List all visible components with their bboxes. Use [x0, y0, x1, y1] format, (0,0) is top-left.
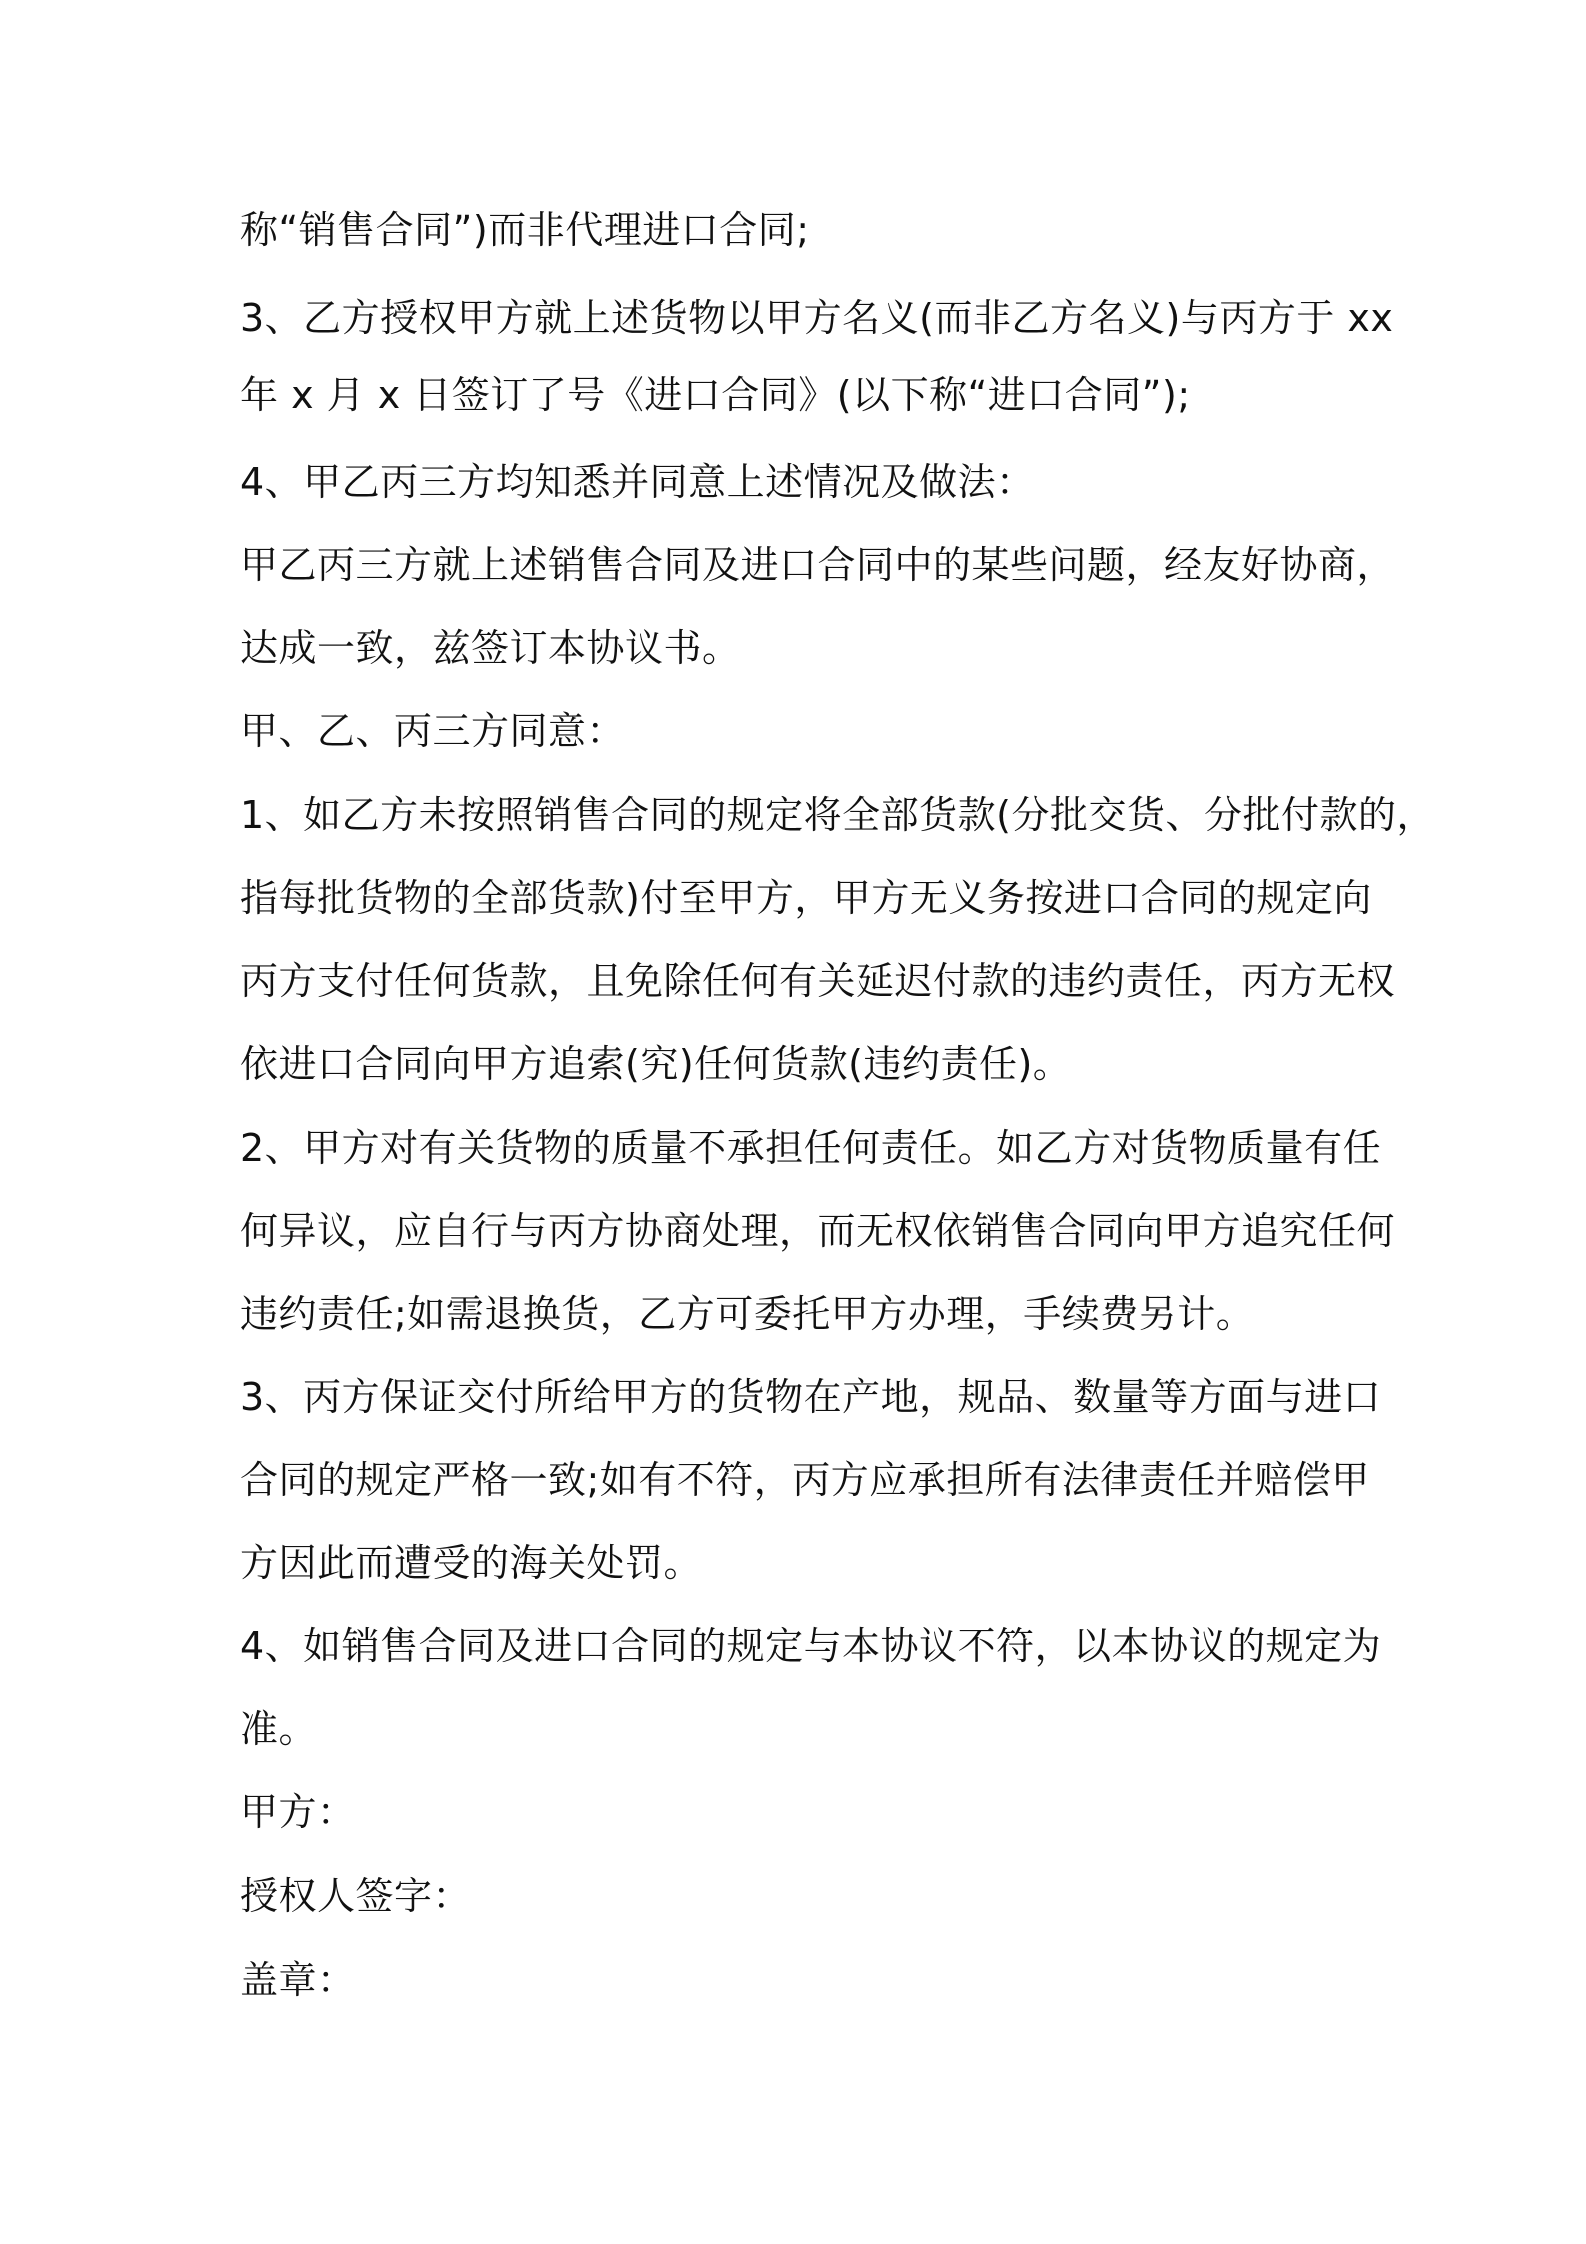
- signature-label-seal: 盖章：: [240, 1958, 356, 2002]
- text-line: 违约责任;如需退换货，乙方可委托甲方办理，手续费另计。: [240, 1292, 1255, 1336]
- text-line: 方因此而遭受的海关处罚。: [240, 1541, 703, 1585]
- text-line: 达成一致，兹签订本协议书。: [240, 626, 741, 670]
- text-line: 3、乙方授权甲方就上述货物以甲方名义(而非乙方名义)与丙方于 xx: [240, 296, 1394, 340]
- text-line: 准。: [240, 1707, 318, 1751]
- text-line: 合同的规定严格一致;如有不符，丙方应承担所有法律责任并赔偿甲: [240, 1458, 1370, 1502]
- text-line: 3、丙方保证交付所给甲方的货物在产地，规品、数量等方面与进口: [240, 1375, 1382, 1419]
- signature-label-authorized: 授权人签字：: [240, 1874, 472, 1918]
- text-line: 何异议，应自行与丙方协商处理，而无权依销售合同向甲方追究任何: [240, 1209, 1396, 1253]
- text-line: 丙方支付任何货款，且免除任何有关延迟付款的违约责任，丙方无权: [240, 959, 1396, 1003]
- text-line: 甲、乙、丙三方同意：: [240, 709, 626, 753]
- text-line: 称“销售合同”)而非代理进口合同;: [240, 208, 810, 252]
- text-line: 依进口合同向甲方追索(究)任何货款(违约责任)。: [240, 1042, 1072, 1086]
- text-line: 指每批货物的全部货款)付至甲方，甲方无义务按进口合同的规定向: [240, 876, 1372, 920]
- signature-label-party-a: 甲方：: [240, 1790, 356, 1834]
- text-line: 年 x 月 x 日签订了号《进口合同》(以下称“进口合同”);: [240, 373, 1191, 417]
- text-line: 4、甲乙丙三方均知悉并同意上述情况及做法：: [240, 460, 1035, 504]
- text-line: 4、如销售合同及进口合同的规定与本协议不符，以本协议的规定为: [240, 1624, 1382, 1668]
- text-line: 1、如乙方未按照销售合同的规定将全部货款(分批交货、分批付款的，: [240, 793, 1436, 837]
- text-line: 甲乙丙三方就上述销售合同及进口合同中的某些问题，经友好协商，: [240, 543, 1396, 587]
- text-line: 2、甲方对有关货物的质量不承担任何责任。如乙方对货物质量有任: [240, 1126, 1382, 1170]
